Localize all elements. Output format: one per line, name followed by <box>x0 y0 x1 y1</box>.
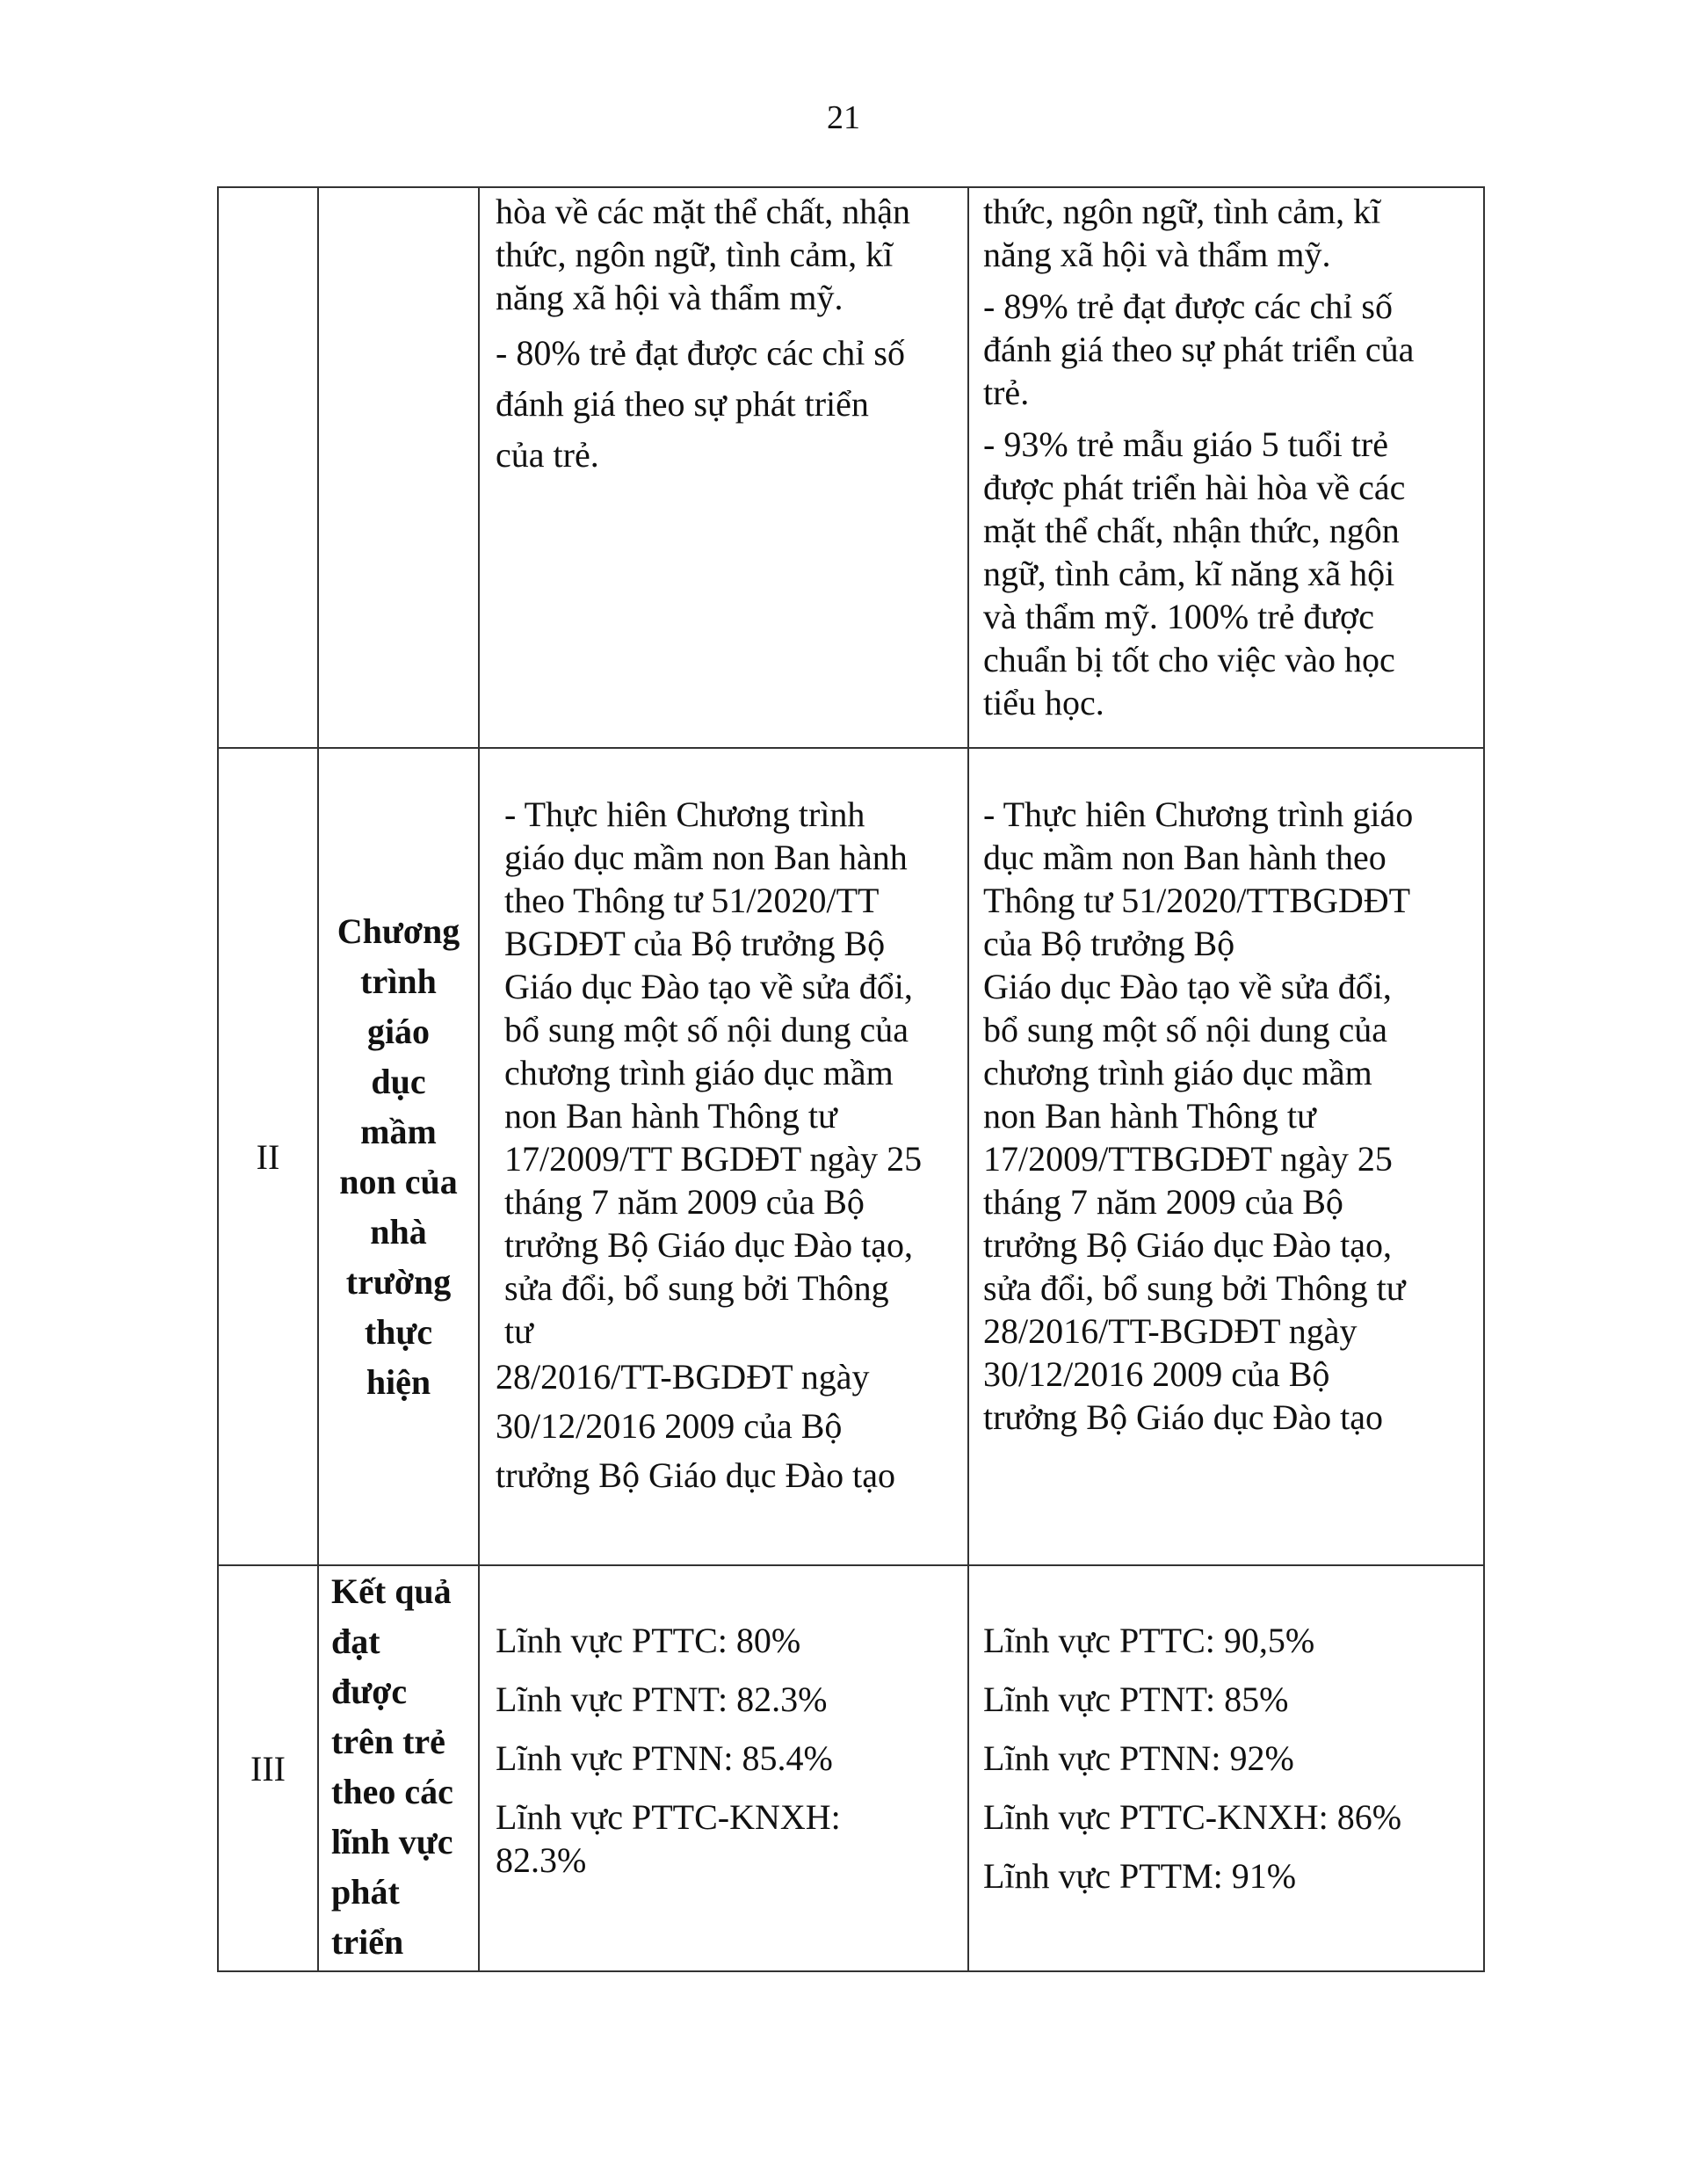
text-line: - Thực hiên Chương trình giáo <box>983 795 1414 834</box>
heading-line: trên trẻ <box>331 1722 445 1761</box>
text-line: Lĩnh vực PTTM: 91% <box>983 1856 1297 1896</box>
heading-line: hiện <box>366 1362 431 1402</box>
text-line: 17/2009/TT BGDĐT ngày 25 <box>504 1139 923 1179</box>
text-line: bổ sung một số nội dung của <box>983 1010 1387 1049</box>
heading-line: được <box>331 1672 408 1711</box>
text-line: theo Thông tư 51/2020/TT <box>504 881 880 920</box>
text-line: dục mầm non Ban hành theo <box>983 838 1387 877</box>
text-line: Lĩnh vực PTTC: 90,5% <box>983 1621 1315 1660</box>
text-line: Lĩnh vực PTNN: 85.4% <box>496 1738 833 1778</box>
comparison-table <box>217 186 1485 1972</box>
heading-line: thực <box>364 1312 433 1352</box>
text-line: trẻ. <box>983 373 1030 412</box>
heading-line: nhà <box>370 1212 427 1252</box>
heading-line: trường <box>345 1262 452 1302</box>
text-line: 17/2009/TTBGDĐT ngày 25 <box>983 1139 1393 1179</box>
text-line: mặt thể chất, nhận thức, ngôn <box>983 511 1400 550</box>
text-line: Thông tư 51/2020/TTBGDĐT <box>983 881 1411 920</box>
text-line: Giáo dục Đào tạo về sửa đổi, <box>504 967 913 1006</box>
text-line: đánh giá theo sự phát triển của <box>983 330 1415 369</box>
row-heading-cell <box>318 187 479 748</box>
text-line: năng xã hội và thẩm mỹ. <box>983 235 1331 274</box>
text-line: thức, ngôn ngữ, tình cảm, kĩ <box>496 235 894 274</box>
row-heading-ii <box>318 748 479 1565</box>
heading-line: mầm <box>360 1112 437 1151</box>
table-row-continued <box>218 187 1484 748</box>
text-line: tháng 7 năm 2009 của Bộ <box>504 1182 865 1222</box>
text-line: tư <box>504 1311 533 1351</box>
text-line: non Ban hành Thông tư <box>983 1096 1316 1136</box>
row-number-ii: II <box>218 748 318 1565</box>
cell-2021 <box>479 187 968 748</box>
text-line: được phát triển hài hòa về các <box>983 468 1406 507</box>
text-line: Lĩnh vực PTNT: 85% <box>983 1680 1289 1719</box>
text-line: 30/12/2016 2009 của Bộ <box>496 1406 843 1446</box>
text-line: chuẩn bị tốt cho việc vào học <box>983 640 1395 679</box>
text-line: - 80% trẻ đạt được các chỉ số <box>496 333 905 373</box>
heading-line: Chương <box>337 911 460 951</box>
text-line: Lĩnh vực PTNN: 92% <box>983 1738 1294 1778</box>
text-line: Lĩnh vực PTTC-KNXH: 86% <box>983 1797 1402 1837</box>
cell-2022-ii <box>968 748 1484 1565</box>
text-line: của trẻ. <box>496 435 599 475</box>
text-line: sửa đổi, bổ sung bởi Thông <box>504 1268 889 1308</box>
text-line: hòa về các mặt thể chất, nhận <box>496 192 910 231</box>
heading-line: Kết quả <box>331 1571 452 1611</box>
heading-line: theo các <box>331 1772 453 1811</box>
text-line: BGDĐT của Bộ trưởng Bộ <box>504 924 886 963</box>
heading-line: dục <box>371 1062 426 1101</box>
row-number-cell <box>218 187 318 748</box>
row-heading-iii <box>318 1565 479 1971</box>
heading-line: trình <box>360 961 437 1001</box>
text-line: Lĩnh vực PTTC: 80% <box>496 1621 801 1660</box>
cell-2022-iii <box>968 1565 1484 1971</box>
cell-2021-ii <box>479 748 968 1565</box>
cell-2022 <box>968 187 1484 748</box>
heading-line: triển <box>331 1922 404 1962</box>
text-line: chương trình giáo dục mầm <box>983 1053 1372 1092</box>
text-line: 82.3% <box>496 1840 587 1880</box>
text-line: - 89% trẻ đạt được các chỉ số <box>983 287 1393 326</box>
row-number-iii: III <box>218 1565 318 1971</box>
text-line: - Thực hiên Chương trình <box>504 795 865 834</box>
text-line: năng xã hội và thẩm mỹ. <box>496 278 844 317</box>
heading-line: đạt <box>331 1622 380 1661</box>
text-line: trưởng Bộ Giáo dục Đào tạo, <box>504 1225 913 1265</box>
heading-line: phát <box>331 1872 400 1912</box>
text-line: 30/12/2016 2009 của Bộ <box>983 1354 1330 1394</box>
text-line: trưởng Bộ Giáo dục Đào tạo, <box>983 1225 1392 1265</box>
heading-line: giáo <box>366 1012 431 1051</box>
text-line: non Ban hành Thông tư <box>504 1096 837 1136</box>
table-row-iii <box>218 1565 1484 1971</box>
text-line: thức, ngôn ngữ, tình cảm, kĩ <box>983 192 1381 231</box>
text-line: giáo dục mầm non Ban hành <box>504 838 908 877</box>
text-line: Lĩnh vực PTTC-KNXH: <box>496 1797 841 1837</box>
text-line: ngữ, tình cảm, kĩ năng xã hội <box>983 554 1395 593</box>
text-line: bổ sung một số nội dung của <box>504 1010 909 1049</box>
heading-line: lĩnh vực <box>331 1822 453 1861</box>
cell-2021-iii <box>479 1565 968 1971</box>
text-line: đánh giá theo sự phát triển <box>496 384 869 424</box>
page-number: 21 <box>827 99 860 136</box>
text-line: 28/2016/TT-BGDĐT ngày <box>496 1357 870 1397</box>
text-line: chương trình giáo dục mầm <box>504 1053 894 1092</box>
text-line: sửa đổi, bổ sung bởi Thông tư <box>983 1268 1406 1308</box>
text-line: Lĩnh vực PTNT: 82.3% <box>496 1680 828 1719</box>
text-line: và thẩm mỹ. 100% trẻ được <box>983 597 1374 636</box>
text-line: tiểu học. <box>983 683 1104 722</box>
text-line: trưởng Bộ Giáo dục Đào tạo <box>983 1397 1383 1437</box>
text-line: tháng 7 năm 2009 của Bộ <box>983 1182 1343 1222</box>
text-line: trưởng Bộ Giáo dục Đào tạo <box>496 1455 895 1495</box>
text-line: 28/2016/TT-BGDĐT ngày <box>983 1311 1358 1351</box>
text-line: của Bộ trưởng Bộ <box>983 924 1235 963</box>
text-line: - 93% trẻ mẫu giáo 5 tuổi trẻ <box>983 424 1388 464</box>
heading-line: non của <box>339 1162 458 1201</box>
text-line: Giáo dục Đào tạo về sửa đổi, <box>983 967 1392 1006</box>
table-row-ii <box>218 748 1484 1565</box>
